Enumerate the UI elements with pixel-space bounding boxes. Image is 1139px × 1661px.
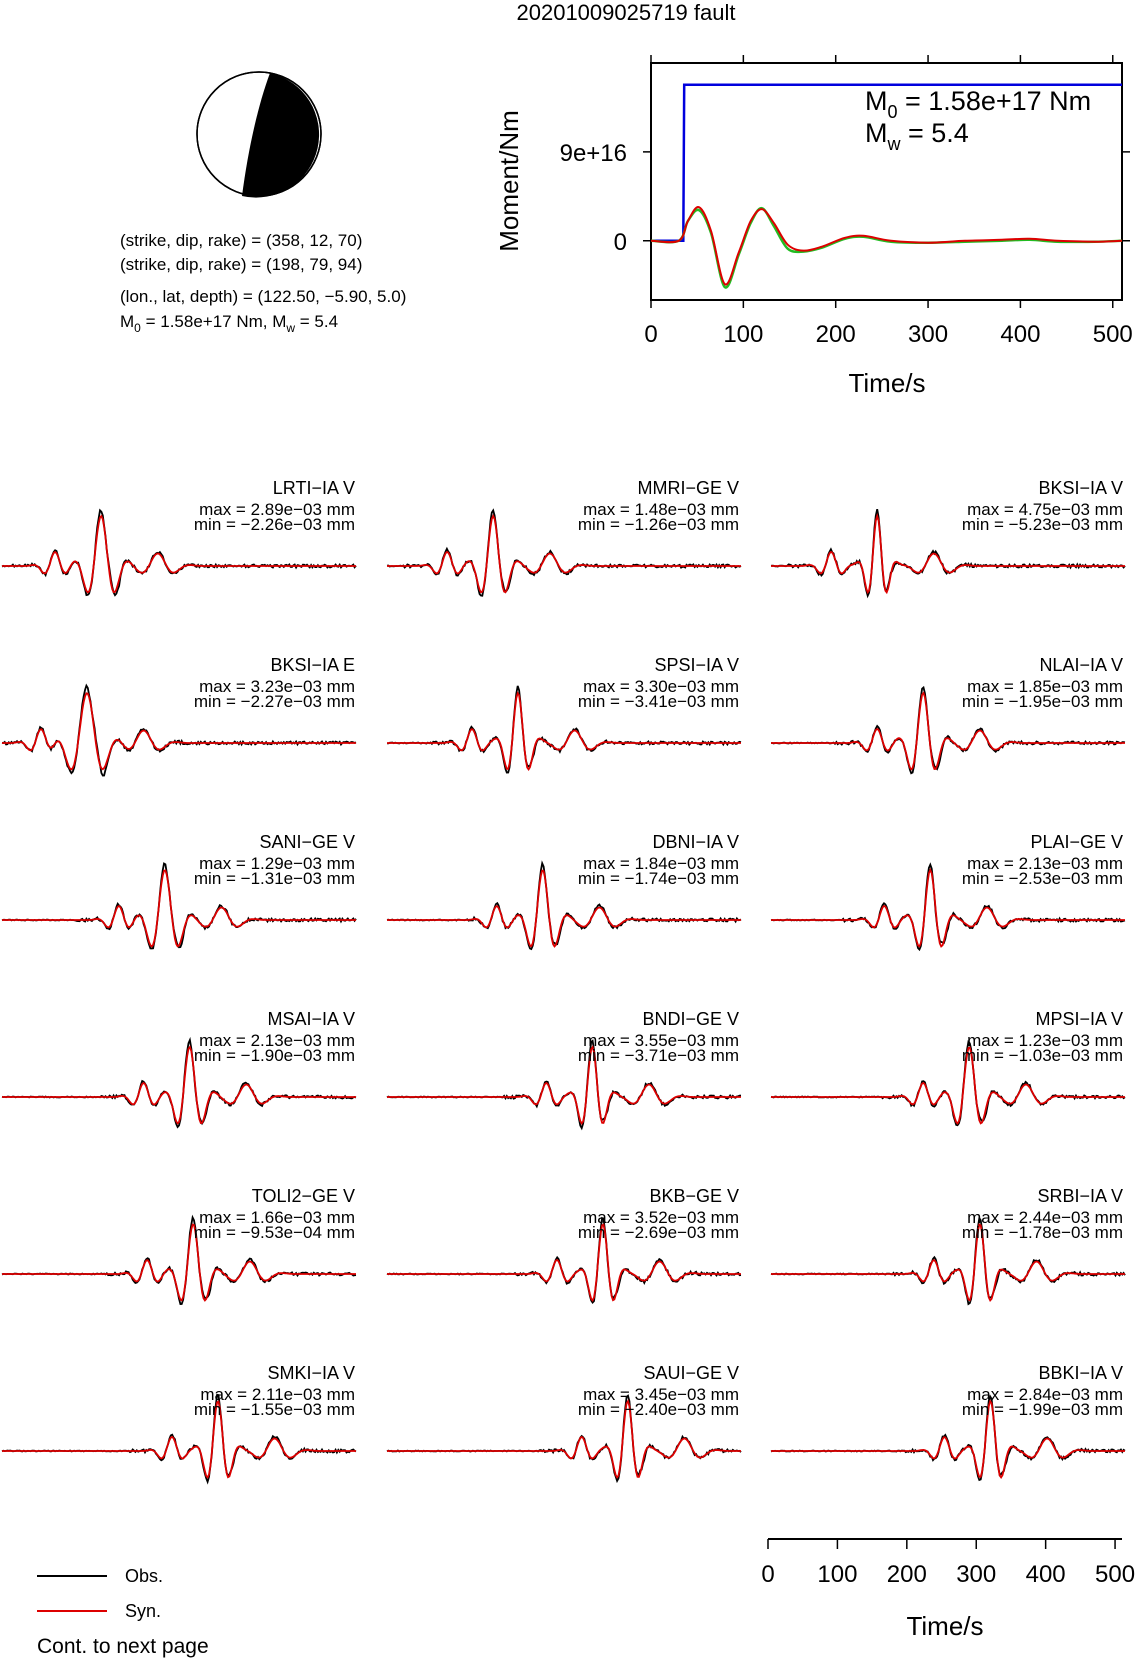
moment-x-tick-label: 100 [723, 321, 764, 348]
moment-x-axis-label: Time/s [848, 368, 926, 398]
station-name: BNDI−GE V [642, 1009, 739, 1029]
station-min: min = −1.03e−03 mm [961, 1046, 1123, 1065]
waveform-x-tick-label: 100 [817, 1561, 858, 1588]
waveform-x-tick-label: 300 [956, 1561, 997, 1588]
station-max: max = 1.84e−03 mm [583, 854, 739, 873]
station-max: max = 1.23e−03 mm [967, 1031, 1123, 1050]
station-name: MSAI−IA V [267, 1009, 355, 1029]
source-moment: $M_0 = 1.58e+17$ Nm, $M_w = 5.4$ [120, 312, 339, 335]
station-panel [771, 1009, 1125, 1125]
moment-y-tick-label: 0 [613, 228, 627, 256]
station-name: PLAI−GE V [1030, 832, 1123, 852]
legend-syn-label: Syn. [125, 1601, 162, 1621]
moment-x-tick-label: 300 [908, 321, 949, 348]
station-max: max = 2.11e−03 mm [200, 1385, 355, 1404]
station-min: min = −1.90e−03 mm [193, 1046, 355, 1065]
station-max: max = 1.85e−03 mm [967, 677, 1123, 696]
station-min: min = −2.26e−03 mm [193, 515, 355, 534]
station-panel [2, 1186, 356, 1304]
source-location: (lon., lat, depth) = (122.50, −5.90, 5.0) [120, 287, 407, 306]
mechanism-plane1: (strike, dip, rake) = (358, 12, 70) [120, 231, 363, 250]
moment-rate-line-red [651, 207, 1122, 285]
figure-title: 20201009025719 fault [516, 0, 736, 25]
station-max: max = 2.13e−03 mm [199, 1031, 355, 1050]
station-name: SRBI−IA V [1037, 1186, 1123, 1206]
station-name: BKB−GE V [649, 1186, 739, 1206]
station-min: min = −3.41e−03 mm [577, 692, 739, 711]
beachball [197, 72, 321, 198]
station-max: max = 3.55e−03 mm [583, 1031, 739, 1050]
legend [37, 1566, 163, 1621]
station-name: SAUI−GE V [643, 1363, 739, 1383]
station-max: max = 1.48e−03 mm [583, 500, 739, 519]
station-panel [771, 478, 1125, 596]
waveform-grid [2, 478, 1125, 1482]
waveform-x-tick-label: 200 [886, 1561, 927, 1588]
station-panel [387, 1009, 741, 1128]
station-panel [2, 832, 356, 949]
moment-x-tick-label: 200 [815, 321, 856, 348]
continuation-note: Cont. to next page [37, 1635, 209, 1658]
station-name: SPSI−IA V [654, 655, 739, 675]
waveform-x-tick-label: 400 [1025, 1561, 1066, 1588]
station-max: max = 2.89e−03 mm [199, 500, 355, 519]
waveform-x-axis-label: Time/s [906, 1611, 984, 1641]
station-max: max = 2.44e−03 mm [967, 1208, 1123, 1227]
station-panel [771, 655, 1125, 773]
station-max: max = 2.84e−03 mm [967, 1385, 1123, 1404]
station-min: min = −2.69e−03 mm [577, 1223, 739, 1242]
moment-mw-label: $M_w = 5.4$ [865, 118, 969, 154]
station-panel [2, 1363, 356, 1482]
mechanism-plane2: (strike, dip, rake) = (198, 79, 94) [120, 255, 363, 274]
station-name: SANI−GE V [259, 832, 355, 852]
station-name: NLAI−IA V [1039, 655, 1123, 675]
station-panel [387, 832, 741, 949]
station-name: DBNI−IA V [652, 832, 739, 852]
moment-x-tick-label: 0 [644, 321, 658, 348]
moment-x-tick-label: 500 [1092, 321, 1133, 348]
station-panel [2, 478, 356, 595]
station-min: min = −9.53e−04 mm [193, 1223, 355, 1242]
station-name: BKSI−IA E [270, 655, 355, 675]
moment-rate-plot [494, 55, 1133, 398]
station-min: min = −1.99e−03 mm [961, 1400, 1123, 1419]
station-min: min = −1.78e−03 mm [961, 1223, 1123, 1242]
station-max: max = 2.13e−03 mm [967, 854, 1123, 873]
station-panel [771, 832, 1125, 950]
station-panel [387, 655, 741, 773]
waveform-x-tick-label: 500 [1095, 1561, 1136, 1588]
station-name: BBKI−IA V [1038, 1363, 1123, 1383]
station-max: max = 3.45e−03 mm [583, 1385, 739, 1404]
station-min: min = −2.40e−03 mm [577, 1400, 739, 1419]
station-max: max = 1.29e−03 mm [199, 854, 355, 873]
station-name: BKSI−IA V [1038, 478, 1123, 498]
station-panel [387, 1363, 741, 1481]
station-min: min = −1.55e−03 mm [193, 1400, 355, 1419]
station-panel [771, 1186, 1125, 1304]
station-max: max = 3.52e−03 mm [583, 1208, 739, 1227]
station-min: min = −2.53e−03 mm [961, 869, 1123, 888]
station-name: TOLI2−GE V [251, 1186, 355, 1206]
station-panel [387, 1186, 741, 1303]
station-name: LRTI−IA V [272, 478, 355, 498]
waveform-time-axis [761, 1539, 1135, 1641]
station-name: SMKI−IA V [267, 1363, 355, 1383]
station-max: max = 4.75e−03 mm [967, 500, 1123, 519]
station-min: min = −1.95e−03 mm [961, 692, 1123, 711]
moment-y-axis-label: Moment/Nm [494, 110, 524, 252]
moment-x-tick-label: 400 [1000, 321, 1041, 348]
station-panel [387, 478, 741, 596]
station-min: min = −1.31e−03 mm [193, 869, 355, 888]
station-max: max = 1.66e−03 mm [199, 1208, 355, 1227]
station-max: max = 3.23e−03 mm [199, 677, 355, 696]
moment-m0-label: $M_0 = 1.58e+17$ Nm [865, 86, 1092, 122]
moment-y-tick-label: 9e+16 [559, 139, 627, 167]
station-min: min = −3.71e−03 mm [577, 1046, 739, 1065]
station-panel [771, 1363, 1125, 1480]
station-panel [2, 1009, 356, 1127]
station-max: max = 3.30e−03 mm [583, 677, 739, 696]
station-name: MMRI−GE V [637, 478, 739, 498]
station-min: min = −2.27e−03 mm [193, 692, 355, 711]
station-min: min = −5.23e−03 mm [961, 515, 1123, 534]
waveform-x-tick-label: 0 [761, 1561, 775, 1588]
station-min: min = −1.74e−03 mm [577, 869, 739, 888]
station-name: MPSI−IA V [1035, 1009, 1123, 1029]
station-panel [2, 655, 356, 776]
legend-obs-label: Obs. [125, 1566, 164, 1586]
station-min: min = −1.26e−03 mm [577, 515, 739, 534]
